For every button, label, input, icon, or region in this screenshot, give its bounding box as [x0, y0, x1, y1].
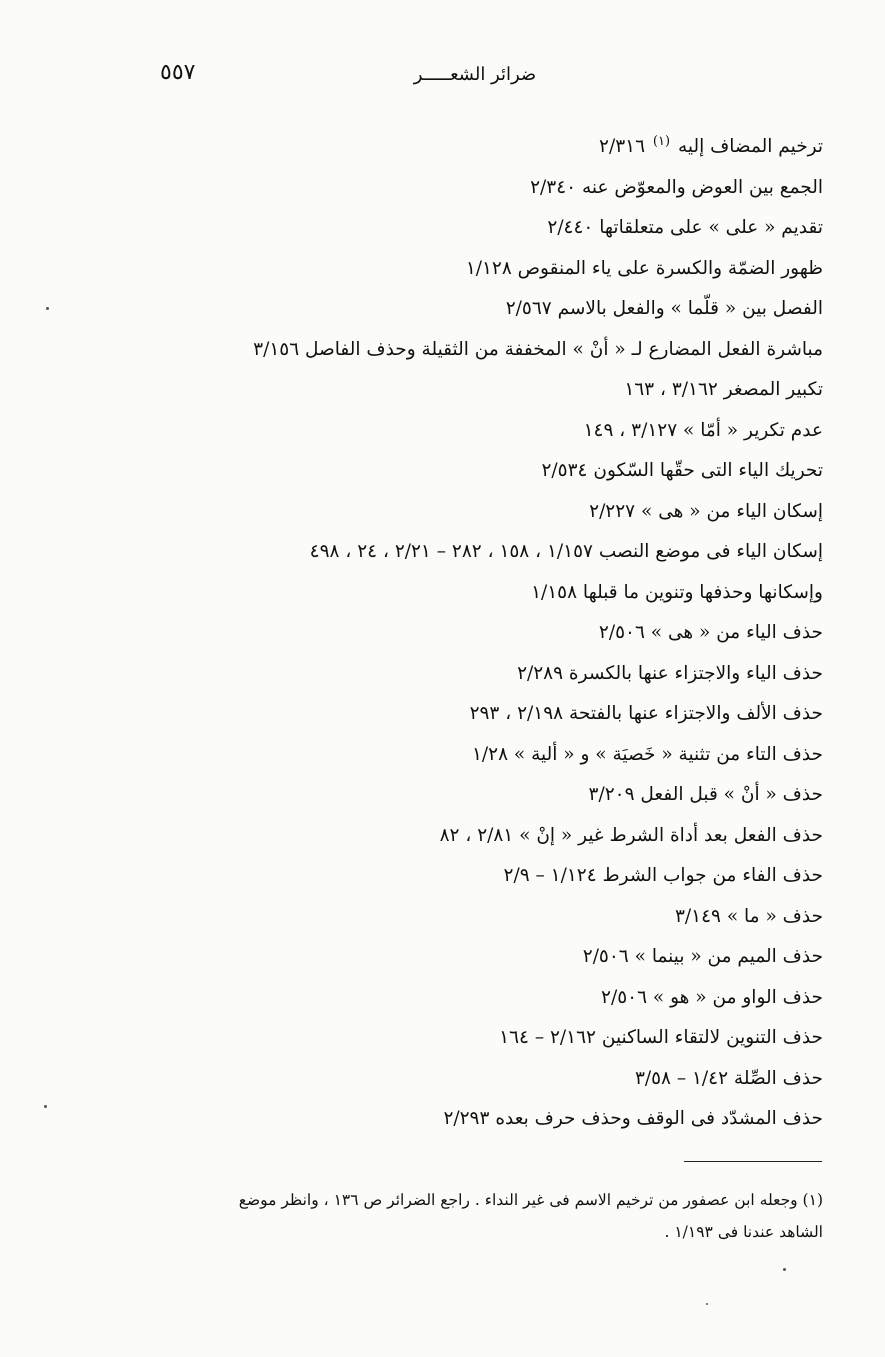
index-entry: وإسكانها وحذفها وتنوين ما قبلها ١/١٥٨: [531, 581, 823, 603]
index-entry: [123, 127, 823, 168]
index-entry-list: [123, 127, 823, 1140]
index-entry: تكبير المصغر ٣/١٦٢ ، ١٦٣: [624, 379, 823, 400]
index-entry: حذف الفاء من جواب الشرط ١/١٢٤ – ٢/٩: [503, 865, 823, 886]
footnote-reference[interactable]: (١): [652, 133, 671, 149]
index-entry: حذف « أنْ » قبل الفعل ٣/٢٠٩: [588, 784, 823, 805]
footnote-line: (١) وجعله ابن عصفور من ترخيم الاسم فى غير النداء . راجع الضرائر ص ١٣٦ ، وانظر موضع: [238, 1191, 823, 1209]
page-number: ٥٥٧: [160, 60, 196, 85]
index-entry: مباشرة الفعل المضارع لـ « أنْ » المخففة من الثقيلة وحذف الفاصل ٣/١٥٦: [253, 338, 823, 360]
running-title: ضرائر الشعـــــر: [413, 64, 537, 85]
index-entry: تحريك الياء التى حقّها السّكون ٢/٥٣٤: [541, 460, 823, 481]
scan-speck: [706, 1303, 708, 1305]
index-entry: حذف المشدّد فى الوقف وحذف حرف بعده ٢/٢٩٣: [443, 1108, 823, 1129]
index-entry: تقديم « على » على متعلقاتها ٢/٤٤٠: [547, 217, 823, 238]
entry-pages: ٢/٣١٦: [599, 136, 646, 157]
footnote: [123, 1184, 823, 1248]
index-entry: حذف الواو من « هو » ٢/٥٠٦: [601, 986, 823, 1008]
scan-speck: [46, 307, 49, 310]
index-entry: عدم تكرير « أمّا » ٣/١٢٧ ، ١٤٩: [583, 419, 823, 441]
footnote-line: الشاهد عندنا فى ١/١٩٣ .: [664, 1223, 823, 1241]
footnote-divider: [684, 1161, 822, 1162]
index-entry: حذف التنوين لالتقاء الساكنين ٢/١٦٢ – ١٦٤: [499, 1027, 823, 1048]
index-entry: حذف الصِّلة ١/٤٢ – ٣/٥٨: [634, 1067, 823, 1089]
index-entry: الجمع بين العوض والمعوّض عنه ٢/٣٤٠: [530, 176, 823, 198]
scan-speck: [783, 1268, 786, 1271]
index-entry: حذف التاء من تثنية « خَصيَة » و « ألية » ١/٢٨: [471, 743, 823, 765]
index-entry: إسكان الياء من « هى » ٢/٢٢٧: [589, 500, 823, 522]
index-entry: حذف الياء والاجتزاء عنها بالكسرة ٢/٢٨٩: [517, 662, 823, 684]
index-entry: حذف الياء من « هى » ٢/٥٠٦: [598, 622, 823, 643]
index-entry: الفصل بين « قلّما » والفعل بالاسم ٢/٥٦٧: [505, 298, 823, 319]
index-entry: ظهور الضمّة والكسرة على ياء المنقوص ١/١٢٨: [465, 257, 823, 279]
index-entry: حذف الفعل بعد أداة الشرط غير « إنْ » ٢/٨١ ، ٨٢: [439, 824, 823, 846]
index-entry: حذف « ما » ٣/١٤٩: [674, 905, 823, 927]
entry-text: ترخيم المضاف إليه: [677, 136, 823, 157]
index-entry: حذف الميم من « بينما » ٢/٥٠٦: [582, 946, 823, 967]
index-entry: حذف الألف والاجتزاء عنها بالفتحة ٢/١٩٨ ، ٢٩٣: [469, 703, 823, 724]
index-entry: إسكان الياء فى موضع النصب ١/١٥٧ ، ١٥٨ ، ٢٨٢ – ٢/٢١ ، ٢٤ ، ٤٩٨: [309, 541, 823, 562]
scan-speck: [44, 1105, 47, 1108]
